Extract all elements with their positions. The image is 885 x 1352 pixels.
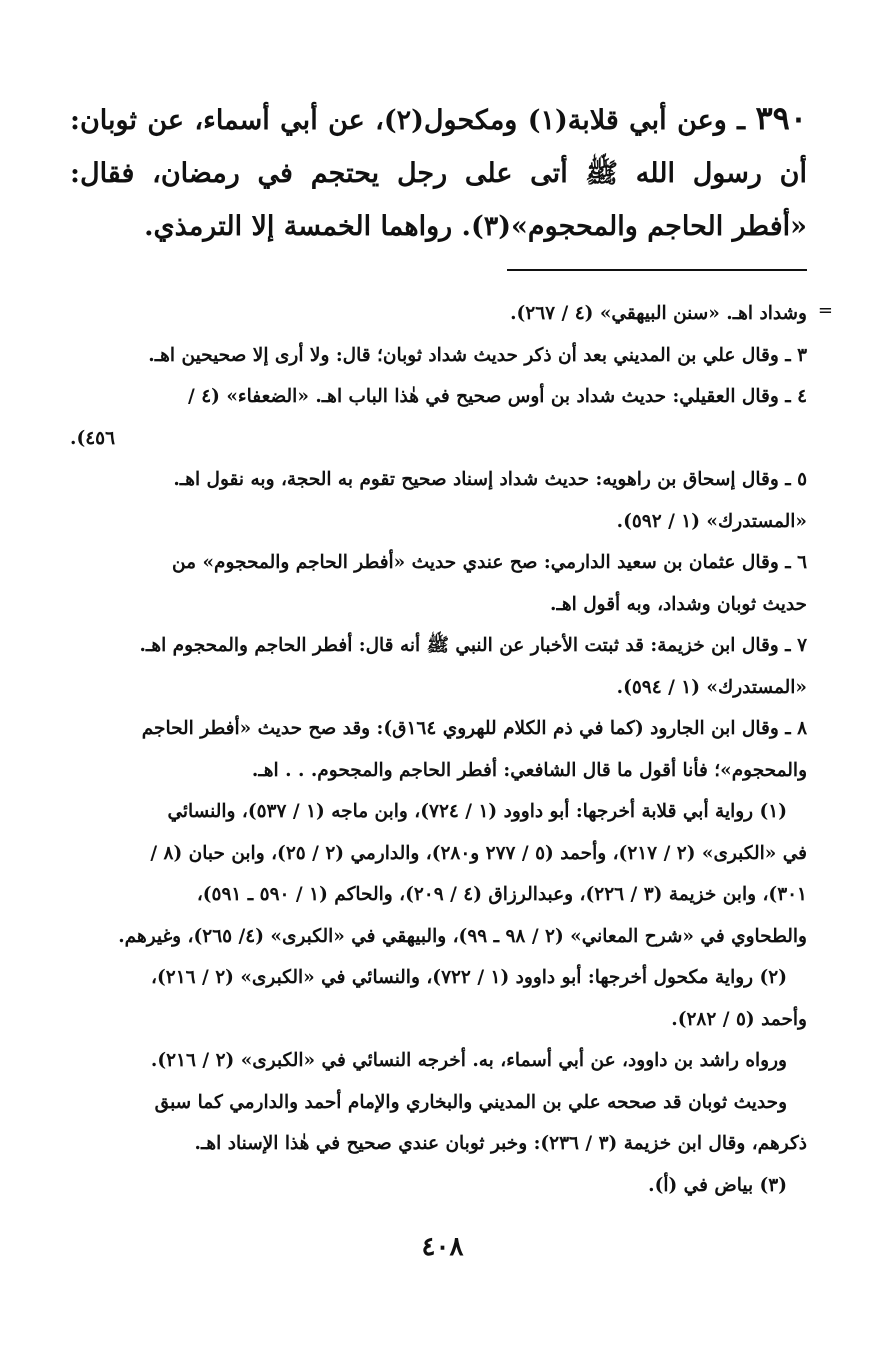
hadith-text: ـ وعن أبي قلابة(١) ومكحول(٢)، عن أبي أسماء، عن ثوبان: أن رسول الله ﷺ أتى على رجل يحتجم في رمضان، فقال: «أفطر الحاجم والمحجوم»(٣). رواهما الخمسة إلا الترمذي.	[70, 105, 807, 242]
footnote-line: ٤ ـ وقال العقيلي: حديث شداد بن أوس صحيح في هٰذا الباب اهـ. «الضعفاء» (٤ /	[187, 386, 807, 407]
footnote-line: (٣) بياض في (أ).	[648, 1174, 787, 1196]
footnote-line: وحديث ثوبان قد صححه علي بن المديني والبخاري والإمام أحمد والدارمي كما سبق	[154, 1091, 787, 1113]
hadith-number: ٣٩٠	[755, 99, 808, 137]
hadith-paragraph	[70, 92, 807, 253]
footnote-line: والطحاوي في «شرح المعاني» (٢ / ٩٨ ـ ٩٩)، والبيهقي في «الكبرى» (٤/ ٢٦٥)، وغيرهم.	[118, 925, 807, 947]
footnote-line: «المستدرك» (١ / ٥٩٢).	[616, 510, 807, 532]
footnote-line: ٥ ـ وقال إسحاق بن راهويه: حديث شداد إسناد صحيح تقوم به الحجة، وبه نقول اهـ.	[173, 469, 807, 490]
footnote-line: ٨ ـ وقال ابن الجارود (كما في ذم الكلام للهروي ١٦٤ق): وقد صح حديث «أفطر الحاجم	[141, 718, 807, 739]
footnote-line: وشداد اهـ. «سنن البيهقي» (٤ / ٢٦٧).	[510, 303, 807, 324]
continuation-mark: =	[817, 300, 833, 321]
footnote-line: حديث ثوبان وشداد، وبه أقول اهـ.	[550, 593, 807, 615]
footnote-line: ٧ ـ وقال ابن خزيمة: قد ثبتت الأخبار عن النبي ﷺ أنه قال: أفطر الحاجم والمحجوم اهـ.	[139, 635, 807, 656]
footnote-line: ٤٥٦).	[70, 427, 116, 449]
footnote-line: «المستدرك» (١ / ٥٩٤).	[616, 676, 807, 698]
footnotes	[70, 293, 807, 1206]
footnote-line: في «الكبرى» (٢ / ٢١٧)، وأحمد (٥ / ٢٧٧ و٢٨٠)، والدارمي (٢ / ٢٥)، وابن حبان (٨ /	[150, 842, 807, 864]
footnote-separator	[507, 269, 807, 271]
footnote-line: وأحمد (٥ / ٢٨٢).	[671, 1008, 807, 1030]
footnote-line: ٣ ـ وقال علي بن المديني بعد أن ذكر حديث شداد ثوبان؛ قال: ولا أرى إلا صحيحين اهـ.	[148, 344, 807, 366]
footnote-line: ذكرهم، وقال ابن خزيمة (٣ / ٢٣٦): وخبر ثوبان عندي صحيح في هٰذا الإسناد اهـ.	[194, 1133, 807, 1154]
footnote-line: ٣٠١)، وابن خزيمة (٣ / ٢٢٦)، وعبدالرزاق (٤ / ٢٠٩)، والحاكم (١ / ٥٩٠ ـ ٥٩١)،	[196, 884, 807, 905]
footnote-line: ٦ ـ وقال عثمان بن سعيد الدارمي: صح عندي حديث «أفطر الحاجم والمحجوم» من	[172, 552, 807, 573]
footnote-line: (٢) رواية مكحول أخرجها: أبو داوود (١ / ٧٢٢)، والنسائي في «الكبرى» (٢ / ٢١٦)،	[151, 967, 787, 988]
page-number: ٤٠٨	[421, 1232, 464, 1262]
footnote-line: (١) رواية أبي قلابة أخرجها: أبو داوود (١ / ٧٢٤)، وابن ماجه (١ / ٥٣٧)، والنسائي	[167, 801, 787, 822]
footnote-line: ورواه راشد بن داوود، عن أبي أسماء، به. أخرجه النسائي في «الكبرى» (٢ / ٢١٦).	[150, 1050, 787, 1071]
footnote-line: والمحجوم»؛ فأنا أقول ما قال الشافعي: أفطر الحاجم والمجحوم. . . اهـ.	[251, 759, 807, 781]
